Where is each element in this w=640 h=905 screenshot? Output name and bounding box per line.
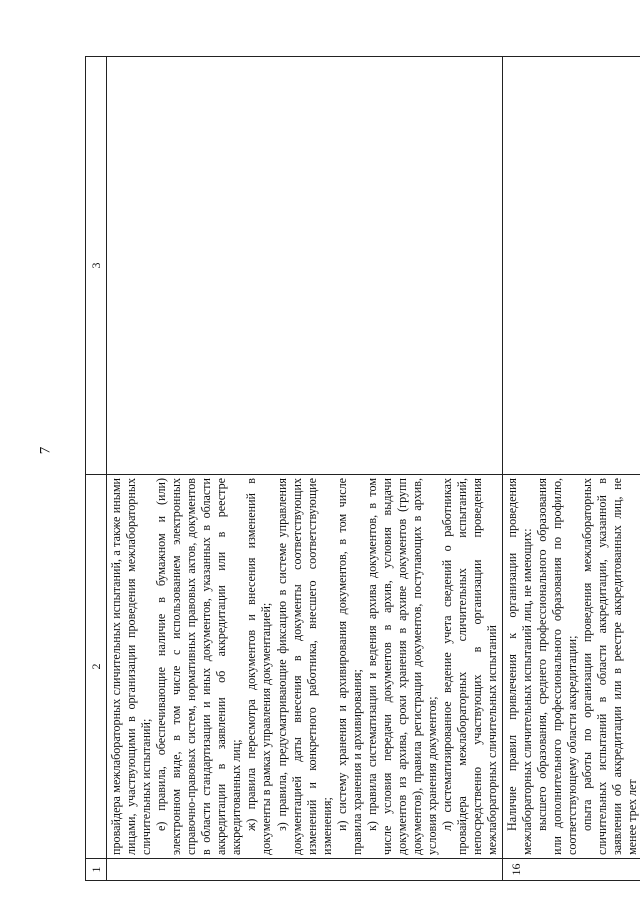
requirements-table bbox=[85, 56, 640, 881]
paragraph: высшего образования, среднего профессионального образования или дополнительного профессионального образования по профилю, соответствующему области аккредитации; bbox=[535, 478, 580, 855]
paragraph: провайдера межлабораторных сличительных испытаний, а также иными лицами, участвующими в организации проведения межлабораторных сличительных испытаний; bbox=[109, 478, 154, 855]
header-col-2: 2 bbox=[86, 475, 107, 859]
empty-cell bbox=[503, 57, 640, 475]
table-row bbox=[503, 57, 640, 881]
paragraph: и) систему хранения и архивирования документов, в том числе правила хранения и архивирования; bbox=[334, 478, 364, 855]
table-row bbox=[107, 57, 503, 881]
page-number: 7 bbox=[37, 446, 54, 455]
header-col-3: 3 bbox=[86, 57, 107, 475]
paragraph: к) правила систематизации и ведения архива документов, в том числе условия передачи документов в архив, условия выдачи документов из архива, сроки хранения в архиве документов (групп документов), правила регистрации документов, поступающих в архив, условия хранения документов; bbox=[364, 478, 439, 855]
row-number bbox=[107, 859, 503, 881]
requirements-table-wrapper bbox=[85, 56, 640, 881]
paragraph: опыта работы по организации проведения межлабораторных сличительных испытаний в области аккредитации, указанной в заявлении об аккредитации или в реестре аккредитованных лиц, не менее трех лет bbox=[580, 478, 640, 855]
empty-cell bbox=[107, 57, 503, 475]
paragraph: Наличие правил привлечения к организации проведения межлабораторных сличительных испытаний лиц, не имеющих: bbox=[505, 478, 535, 855]
paragraph: е) правила, обеспечивающие наличие в бумажном и (или) электронном виде, в том числе с использованием электронных справочно-правовых систем, нормативных правовых актов, документов в области стандартизации и иных документов, указанных в области аккредитации в заявлении об аккредитации или в реестре аккредитованных лиц; bbox=[154, 478, 244, 855]
row-number: 16 bbox=[503, 859, 640, 881]
table-header-row bbox=[86, 57, 107, 881]
paragraph: ж) правила пересмотра документов и внесения изменений в документы в рамках управления документацией; bbox=[244, 478, 274, 855]
paragraph: л) систематизированное ведение учета сведений о работниках провайдера межлабораторных сличительных испытаний, непосредственно участвующих в организации проведения межлабораторных сличительных испытаний bbox=[440, 478, 500, 855]
header-col-1: 1 bbox=[86, 859, 107, 881]
requirement-text bbox=[503, 475, 640, 859]
paragraph: з) правила, предусматривающие фиксацию в системе управления документацией даты внесения в документы соответствующих изменений и конкретного работника, внесшего соответствующие изменения; bbox=[274, 478, 334, 855]
requirement-text bbox=[107, 475, 503, 859]
